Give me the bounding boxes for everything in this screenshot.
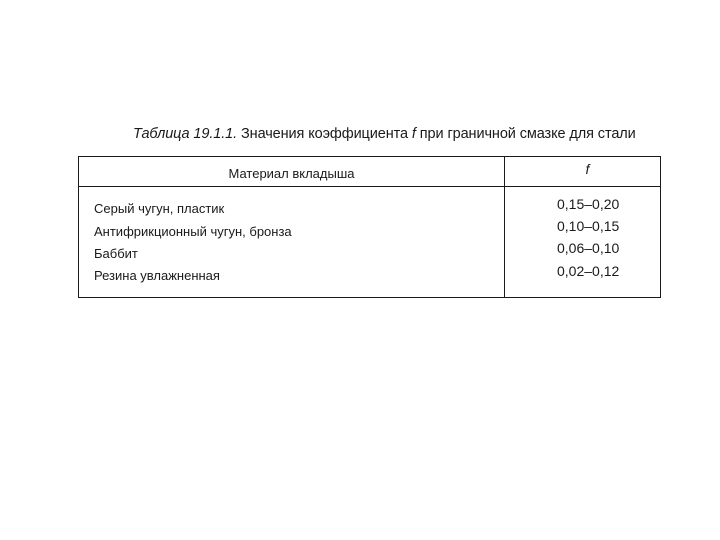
header-f: f	[585, 161, 590, 177]
table-row-material: Антифрикционный чугун, бронза	[94, 224, 292, 239]
table-row-material: Баббит	[94, 246, 138, 261]
column-divider	[504, 157, 505, 297]
table-row-f-value: 0,06–0,10	[557, 240, 620, 256]
header-material: Материал вкладыша	[228, 166, 355, 181]
table-row-material: Серый чугун, пластик	[94, 201, 225, 216]
caption-text-before: Значения коэффициента	[241, 126, 408, 142]
table-row-f-value: 0,10–0,15	[557, 218, 620, 234]
table-row-f-value: 0,15–0,20	[557, 196, 620, 212]
table-row-material: Резина увлажненная	[94, 268, 220, 283]
caption-label: Таблица 19.1.1.	[133, 126, 238, 142]
caption-text-after: при граничной смазке для стали	[419, 126, 636, 142]
table-row-f-value: 0,02–0,12	[557, 263, 620, 279]
caption-symbol: f	[411, 126, 416, 142]
header-divider	[79, 186, 660, 187]
friction-table	[78, 156, 661, 298]
table-caption	[133, 126, 636, 142]
